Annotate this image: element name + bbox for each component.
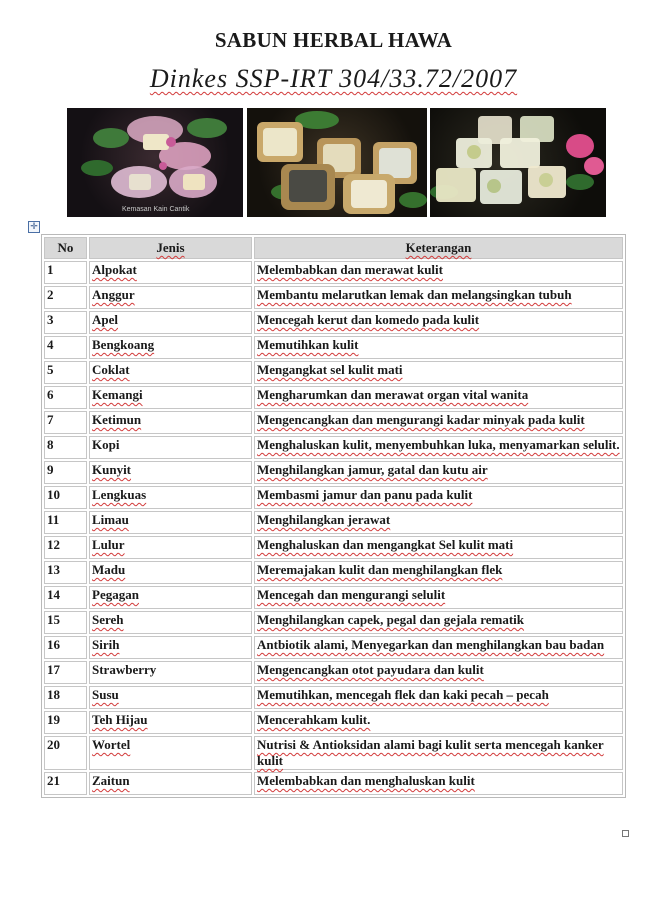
- cell-no: 13: [44, 561, 87, 584]
- herbal-soap-table: [41, 234, 626, 798]
- cell-keterangan: [254, 686, 623, 709]
- cell-no: 21: [44, 772, 87, 795]
- cell-jenis-text: Bengkoang: [92, 337, 155, 352]
- cell-keterangan: [254, 386, 623, 409]
- cell-keterangan-text: Mengangkat sel kulit mati: [257, 362, 403, 377]
- cell-jenis-text: Sereh: [92, 612, 124, 627]
- cell-keterangan: [254, 286, 623, 309]
- cell-no: 6: [44, 386, 87, 409]
- cell-jenis-text: Wortel: [92, 737, 131, 752]
- cell-jenis-text: Teh Hijau: [92, 712, 148, 727]
- cell-no: 10: [44, 486, 87, 509]
- cell-keterangan-text: Melembabkan dan merawat kulit: [257, 262, 443, 277]
- cell-keterangan: [254, 586, 623, 609]
- table-row: [44, 386, 623, 409]
- cell-keterangan-text: Mencerahkam kulit.: [257, 712, 371, 727]
- cell-jenis-text: Lulur: [92, 537, 125, 552]
- cell-jenis: [89, 661, 252, 684]
- cell-jenis: [89, 536, 252, 559]
- cell-keterangan-text: Mencegah kerut dan komedo pada kulit: [257, 312, 480, 327]
- table-row: [44, 736, 623, 770]
- cell-keterangan-text: Membasmi jamur dan panu pada kulit: [257, 487, 473, 502]
- table-row: [44, 661, 623, 684]
- cell-jenis-text: Strawberry: [92, 662, 157, 677]
- header-keterangan: [254, 237, 623, 259]
- cell-no: 3: [44, 311, 87, 334]
- cell-no: 1: [44, 261, 87, 284]
- header-jenis: [89, 237, 252, 259]
- table-row: [44, 361, 623, 384]
- cell-keterangan: [254, 536, 623, 559]
- cell-jenis: [89, 361, 252, 384]
- cell-no: 16: [44, 636, 87, 659]
- cell-keterangan: [254, 561, 623, 584]
- document-subtitle: Dinkes SSP-IRT 304/33.72/2007: [149, 64, 518, 93]
- cell-jenis: [89, 636, 252, 659]
- cell-jenis: [89, 486, 252, 509]
- resize-handle-icon[interactable]: [622, 830, 629, 837]
- cell-keterangan: [254, 311, 623, 334]
- table-row: [44, 636, 623, 659]
- product-photo-baskets: [247, 108, 427, 217]
- cell-jenis-text: Sirih: [92, 637, 120, 652]
- header-no: No: [44, 237, 87, 259]
- table-row: [44, 411, 623, 434]
- cell-keterangan-text: Mengharumkan dan merawat organ vital wanita: [257, 387, 529, 402]
- table-row: [44, 461, 623, 484]
- table-row: [44, 511, 623, 534]
- cell-keterangan-text: Mengencangkan otot payudara dan kulit: [257, 662, 484, 677]
- cell-no: 19: [44, 711, 87, 734]
- cell-jenis-text: Apel: [92, 312, 118, 327]
- cell-keterangan-text: Membantu melarutkan lemak dan melangsingkan tubuh: [257, 287, 572, 302]
- cell-keterangan-text: Menghilangkan jamur, gatal dan kutu air: [257, 462, 488, 477]
- cell-jenis-text: Zaitun: [92, 773, 130, 788]
- table-row: [44, 436, 623, 459]
- cell-no: 15: [44, 611, 87, 634]
- cell-jenis: [89, 386, 252, 409]
- cell-keterangan: [254, 261, 623, 284]
- cell-no: 14: [44, 586, 87, 609]
- table-row: [44, 686, 623, 709]
- cell-keterangan: [254, 436, 623, 459]
- cell-jenis: [89, 736, 252, 770]
- cell-no: 9: [44, 461, 87, 484]
- cell-keterangan-text: Mengencangkan dan mengurangi kadar minyak pada kulit: [257, 412, 585, 427]
- cell-keterangan: [254, 486, 623, 509]
- cell-keterangan-text: Melembabkan dan menghaluskan kulit: [257, 773, 475, 788]
- cell-keterangan-text: Meremajakan kulit dan menghilangkan flek: [257, 562, 503, 577]
- table-row: [44, 772, 623, 795]
- cell-keterangan: [254, 461, 623, 484]
- cell-jenis-text: Kunyit: [92, 462, 132, 477]
- cell-no: 17: [44, 661, 87, 684]
- cell-keterangan: [254, 661, 623, 684]
- cell-jenis-text: Kopi: [92, 437, 120, 452]
- table-row: [44, 711, 623, 734]
- cell-keterangan: [254, 711, 623, 734]
- table-row: [44, 261, 623, 284]
- cell-jenis: [89, 411, 252, 434]
- cell-jenis: [89, 511, 252, 534]
- cell-keterangan-text: Memutihkan, mencegah flek dan kaki pecah – pecah: [257, 687, 549, 702]
- cell-jenis: [89, 561, 252, 584]
- cell-jenis: [89, 686, 252, 709]
- table-row: [44, 611, 623, 634]
- cell-jenis-text: Lengkuas: [92, 487, 147, 502]
- cell-keterangan-text: Menghilangkan jerawat: [257, 512, 391, 527]
- cell-keterangan-text: Menghaluskan kulit, menyembuhkan luka, menyamarkan selulit.: [257, 437, 620, 452]
- cell-jenis: [89, 711, 252, 734]
- cell-keterangan-text: Menghaluskan dan mengangkat Sel kulit mati: [257, 537, 514, 552]
- product-photo-boxes: [430, 108, 606, 217]
- cell-jenis-text: Alpokat: [92, 262, 137, 277]
- cell-no: 8: [44, 436, 87, 459]
- move-arrows-icon[interactable]: ✛: [28, 221, 40, 233]
- cell-jenis-text: Pegagan: [92, 587, 139, 602]
- cell-keterangan-text: Mencegah dan mengurangi selulit: [257, 587, 446, 602]
- cell-no: 11: [44, 511, 87, 534]
- cell-no: 12: [44, 536, 87, 559]
- cell-jenis-text: Anggur: [92, 287, 135, 302]
- cell-jenis-text: Susu: [92, 687, 119, 702]
- cell-keterangan-text: Nutrisi & Antioksidan alami bagi kulit serta mencegah kanker kulit: [257, 737, 604, 768]
- cell-jenis: [89, 611, 252, 634]
- header-jenis-label: Jenis: [156, 240, 185, 255]
- cell-jenis: [89, 436, 252, 459]
- header-keterangan-label: Keterangan: [405, 240, 472, 255]
- cell-keterangan: [254, 336, 623, 359]
- cell-jenis-text: Coklat: [92, 362, 130, 377]
- cell-jenis: [89, 336, 252, 359]
- cell-jenis-text: Kemangi: [92, 387, 143, 402]
- cell-jenis: [89, 286, 252, 309]
- cell-no: 5: [44, 361, 87, 384]
- table-header-row: [44, 237, 623, 259]
- cell-no: 2: [44, 286, 87, 309]
- cell-no: 7: [44, 411, 87, 434]
- cell-jenis: [89, 461, 252, 484]
- document-title: SABUN HERBAL HAWA: [214, 28, 453, 52]
- cell-keterangan: [254, 772, 623, 795]
- table-row: [44, 586, 623, 609]
- cell-no: 20: [44, 736, 87, 770]
- cell-keterangan: [254, 411, 623, 434]
- product-photo-bags: [67, 108, 243, 217]
- cell-keterangan: [254, 636, 623, 659]
- cell-keterangan-text: Menghilangkan capek, pegal dan gejala rematik: [257, 612, 525, 627]
- photo-caption: Kemasan Kain Cantik: [122, 206, 190, 213]
- cell-jenis-text: Ketimun: [92, 412, 142, 427]
- cell-jenis: [89, 586, 252, 609]
- cell-keterangan: [254, 361, 623, 384]
- cell-keterangan-text: Antbiotik alami, Menyegarkan dan menghilangkan bau badan: [257, 637, 605, 652]
- cell-no: 4: [44, 336, 87, 359]
- cell-jenis-text: Limau: [92, 512, 129, 527]
- table-row: [44, 286, 623, 309]
- cell-jenis-text: Madu: [92, 562, 126, 577]
- table-row: [44, 561, 623, 584]
- cell-keterangan-text: Memutihkan kulit: [257, 337, 359, 352]
- table-row: [44, 311, 623, 334]
- cell-jenis: [89, 772, 252, 795]
- cell-jenis: [89, 311, 252, 334]
- table-row: [44, 536, 623, 559]
- table-row: [44, 336, 623, 359]
- table-row: [44, 486, 623, 509]
- cell-keterangan: [254, 736, 623, 770]
- cell-no: 18: [44, 686, 87, 709]
- cell-keterangan: [254, 611, 623, 634]
- cell-jenis: [89, 261, 252, 284]
- cell-keterangan: [254, 511, 623, 534]
